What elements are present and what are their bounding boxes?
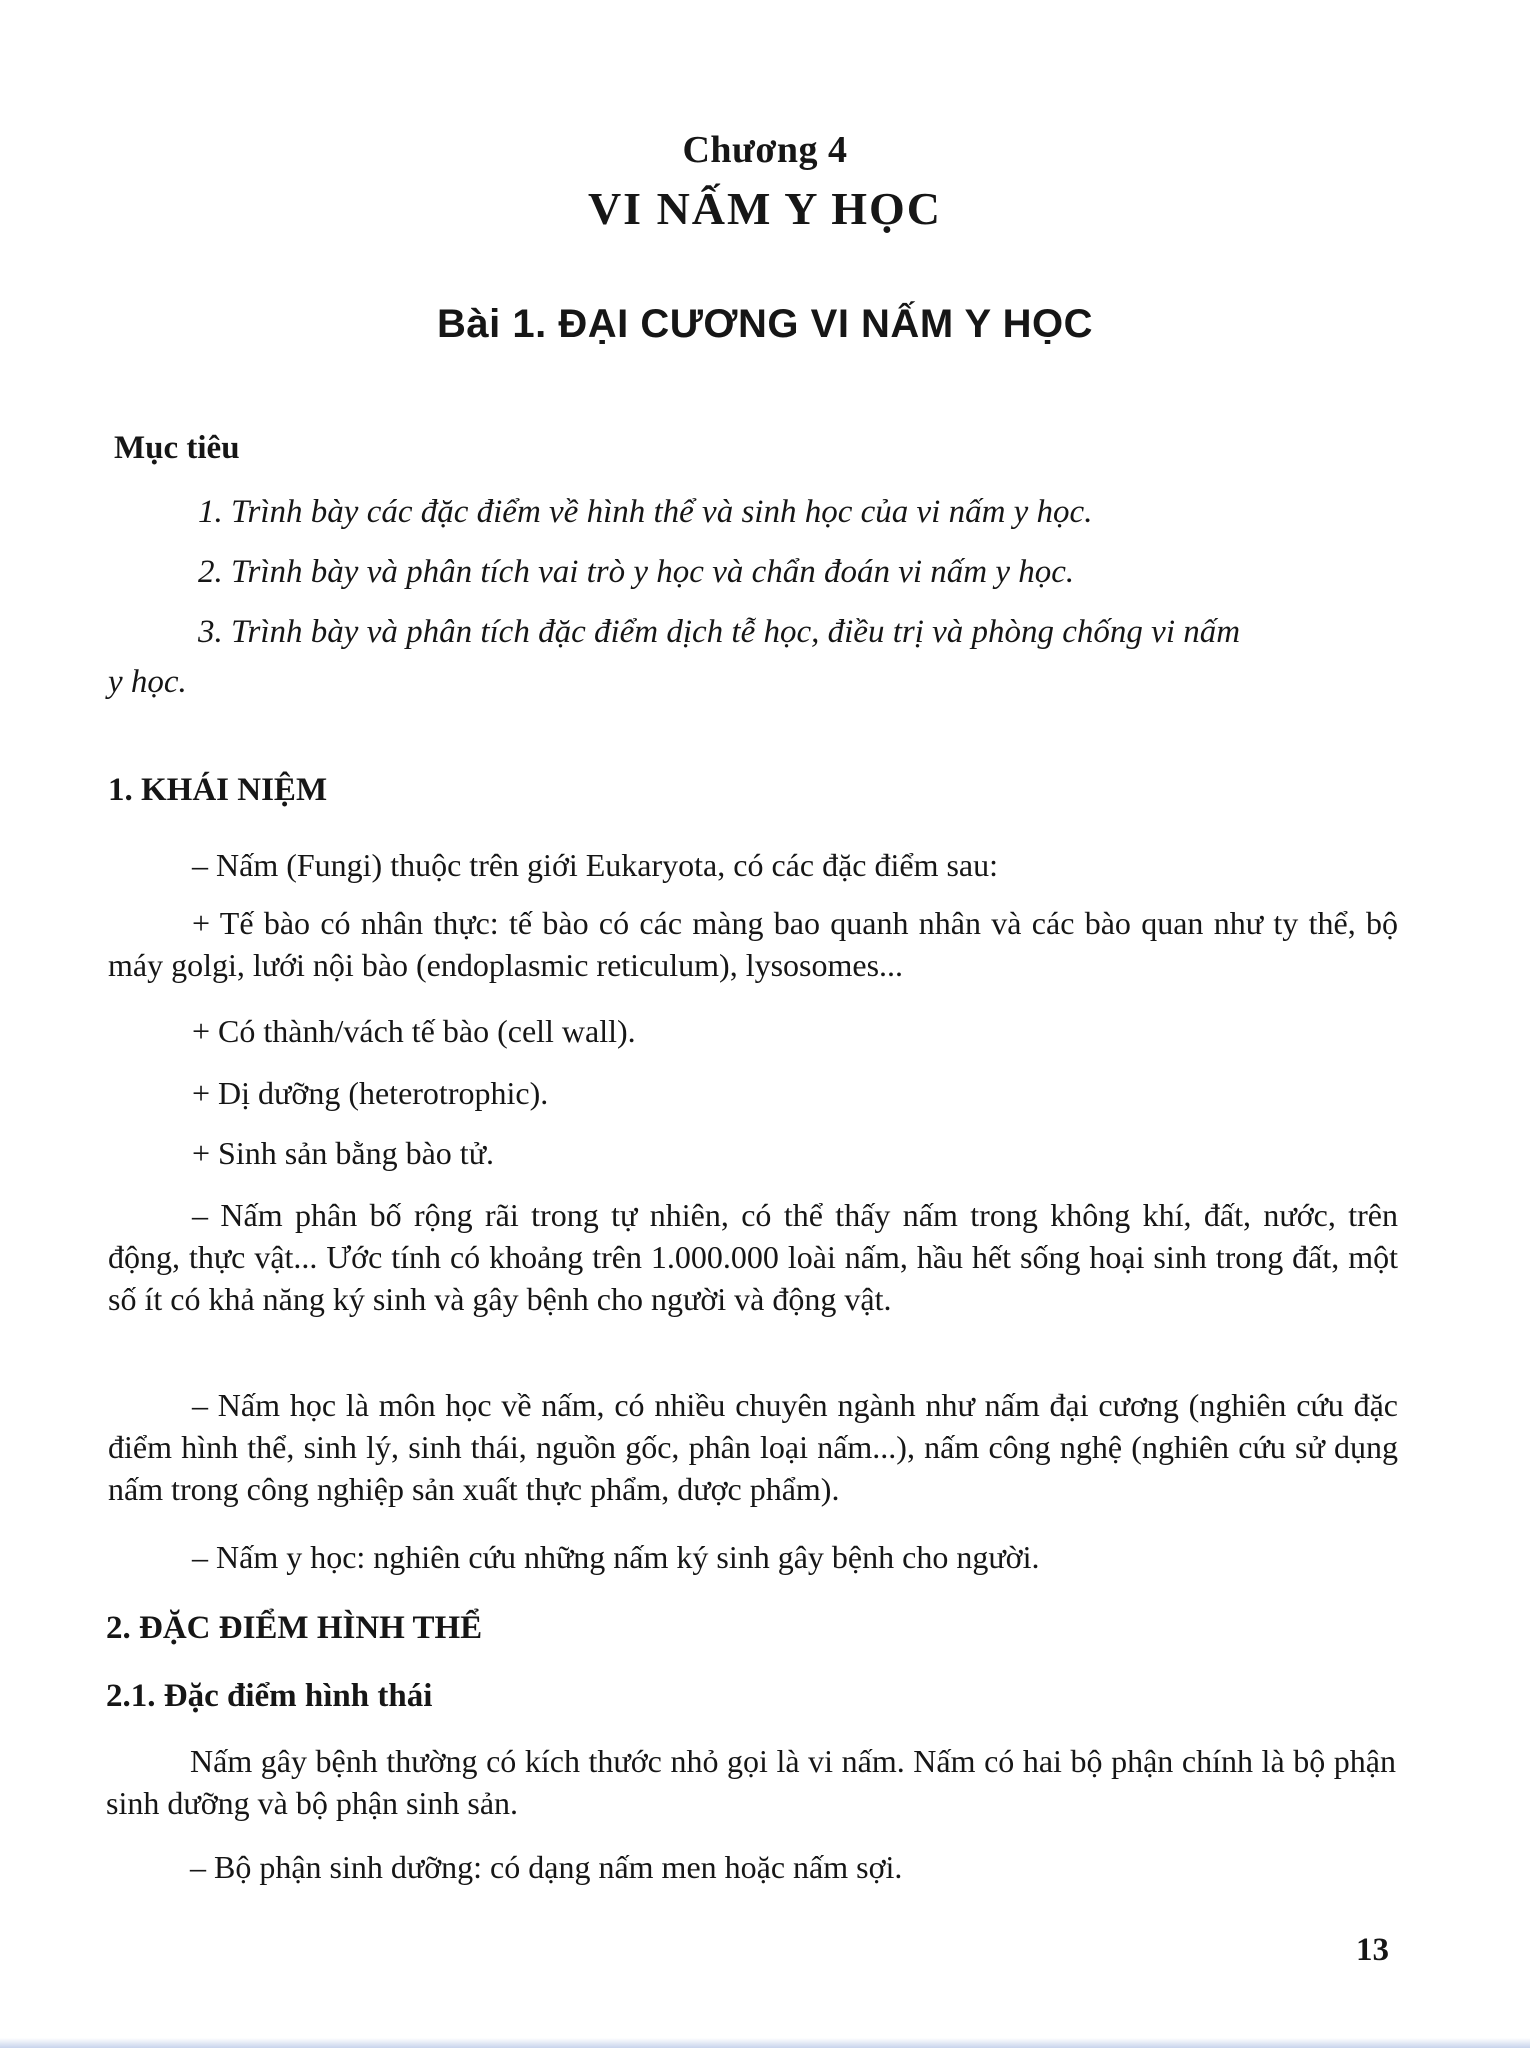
section-1-intro: – Nấm (Fungi) thuộc trên giới Eukaryota, có các đặc điểm sau: bbox=[192, 847, 998, 883]
subsection-2-1-para: Nấm gây bệnh thường có kích thước nhỏ gọi là vi nấm. Nấm có hai bộ phận chính là bộ phận sinh dưỡng và bộ phận sinh sản. bbox=[106, 1743, 1396, 1821]
section-1-bullet-cell-wall: + Có thành/vách tế bào (cell wall). bbox=[192, 1013, 636, 1049]
objective-item-3: 3. Trình bày và phân tích đặc điểm dịch tễ học, điều trị và phòng chống vi nấm bbox=[198, 614, 1241, 650]
subsection-2-1-bullet-vegetative: – Bộ phận sinh dưỡng: có dạng nấm men hoặc nấm sợi. bbox=[190, 1849, 903, 1885]
section-1-bullet-eukaryotic: + Tế bào có nhân thực: tế bào có các màng bao quanh nhân và các bào quan như ty thể, bộ máy golgi, lưới nội bào (endoplasmic reticulum), lysosomes... bbox=[108, 905, 1398, 983]
section-1-para-mycology: – Nấm học là môn học về nấm, có nhiều chuyên ngành như nấm đại cương (nghiên cứu đặc điểm hình thể, sinh lý, sinh thái, nguồn gốc, phân loại nấm...), nấm công nghệ (nghiên cứu sử dụng nấm trong công nghiệp sản xuất thực phẩm, dược phẩm). bbox=[108, 1387, 1398, 1507]
lesson-title: Bài 1. ĐẠI CƯƠNG VI NẤM Y HỌC bbox=[437, 302, 1093, 346]
section-1-para-medical-mycology: – Nấm y học: nghiên cứu những nấm ký sinh gây bệnh cho người. bbox=[192, 1539, 1040, 1575]
subsection-2-1-heading: 2.1. Đặc điểm hình thái bbox=[106, 1678, 433, 1714]
page-number: 13 bbox=[1356, 1932, 1389, 1968]
objectives-heading: Mục tiêu bbox=[114, 430, 240, 466]
section-1-para-distribution: – Nấm phân bố rộng rãi trong tự nhiên, có thể thấy nấm trong không khí, đất, nước, trên động, thực vật... Ước tính có khoảng trên 1.000.000 loài nấm, hầu hết sống hoại sinh trong đất, một số ít có khả năng ký sinh và gây bệnh cho người và động vật. bbox=[108, 1197, 1398, 1317]
chapter-label: Chương 4 bbox=[682, 129, 848, 171]
objective-item-1: 1. Trình bày các đặc điểm về hình thể và sinh học của vi nấm y học. bbox=[198, 494, 1093, 530]
objective-item-3-continuation: y học. bbox=[108, 664, 187, 700]
section-1-heading: 1. KHÁI NIỆM bbox=[108, 772, 328, 808]
page-edge-shadow bbox=[0, 2038, 1530, 2048]
objective-item-2: 2. Trình bày và phân tích vai trò y học và chẩn đoán vi nấm y học. bbox=[198, 554, 1075, 590]
section-1-bullet-spores: + Sinh sản bằng bào tử. bbox=[192, 1135, 495, 1171]
chapter-title: VI NẤM Y HỌC bbox=[587, 183, 943, 234]
section-1-bullet-heterotrophic: + Dị dưỡng (heterotrophic). bbox=[192, 1075, 549, 1111]
section-2-heading: 2. ĐẶC ĐIỂM HÌNH THỂ bbox=[106, 1610, 483, 1646]
